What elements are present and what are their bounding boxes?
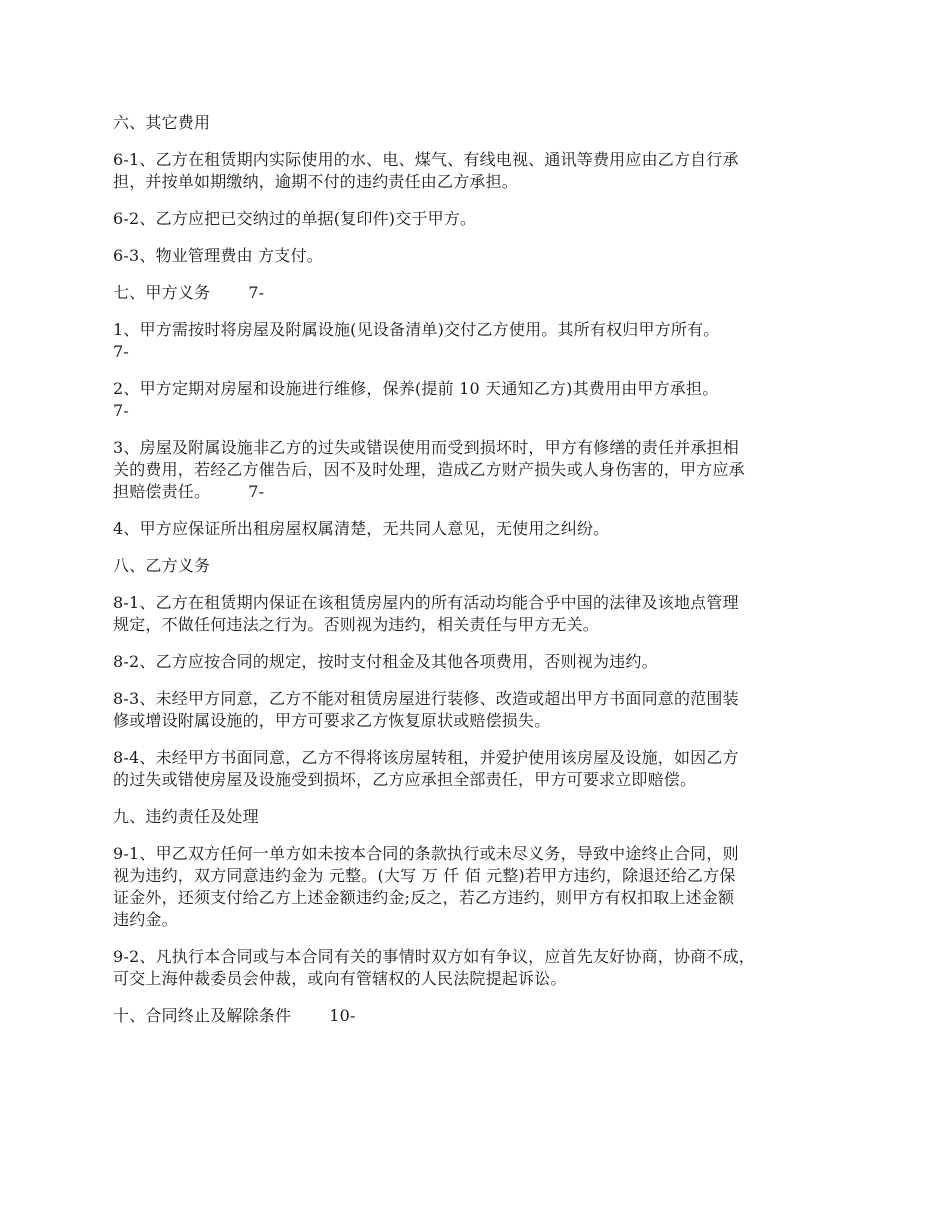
clause-9-1-line-3: 证金外，还须支付给乙方上述金额违约金;反之，若乙方违约，则甲方有权扣取上述金额 [113, 888, 735, 907]
section-8-heading: 八、乙方义务 [113, 556, 211, 575]
clause-7-2-line-1: 2、甲方定期对房屋和设施进行维修，保养(提前 10 天通知乙方)其费用由甲方承担。 [113, 379, 719, 398]
clause-8-2: 8-2、乙方应按合同的规定，按时支付租金及其他各项费用，否则视为违约。 [113, 652, 658, 671]
clause-6-3: 6-3、物业管理费由 方支付。 [113, 246, 323, 265]
clause-7-1-line-2: 7- [113, 342, 129, 361]
clause-7-2-line-2: 7- [113, 401, 129, 420]
clause-7-3-line-1: 3、房屋及附属设施非乙方的过失或错误使用而受到损坏时，甲方有修缮的责任并承担相 [113, 438, 739, 457]
clause-8-4-line-1: 8-4、未经甲方书面同意，乙方不得将该房屋转租，并爱护使用该房屋及设施，如因乙方 [113, 748, 739, 767]
clause-6-1-line-2: 担，并按单如期缴纳，逾期不付的违约责任由乙方承担。 [113, 172, 519, 191]
document-page [113, 112, 833, 1042]
clause-7-3-suffix: 7- [248, 482, 265, 501]
clause-7-3-line-2: 关的费用，若经乙方催告后，因不及时处理，造成乙方财产损失或人身伤害的，甲方应承 [113, 460, 745, 479]
clause-8-1-line-1: 8-1、乙方在租赁期内保证在该租赁房屋内的所有活动均能合乎中国的法律及该地点管理 [113, 593, 739, 612]
section-10-heading [113, 1005, 833, 1027]
section-6-heading: 六、其它费用 [113, 113, 211, 132]
clause-8-1 [113, 592, 833, 636]
clause-7-2 [113, 378, 833, 422]
clause-8-3-line-2: 修或增设附属设施的，甲方可要求乙方恢复原状或赔偿损失。 [113, 711, 551, 730]
clause-8-4 [113, 747, 833, 791]
clause-8-3 [113, 688, 833, 732]
clause-7-3-line-3: 担赔偿责任。 [113, 482, 211, 501]
section-7-heading [113, 282, 833, 304]
section-9-heading: 九、违约责任及处理 [113, 807, 259, 826]
clause-8-4-line-2: 的过失或错使房屋及设施受到损坏，乙方应承担全部责任，甲方可要求立即赔偿。 [113, 770, 697, 789]
section-10-heading-suffix: 10- [329, 1006, 356, 1025]
clause-9-1-line-4: 违约金。 [113, 910, 178, 929]
section-7-heading-text: 七、甲方义务 [113, 283, 211, 302]
clause-6-1 [113, 149, 833, 193]
clause-9-1-line-1: 9-1、甲乙双方任何一单方如未按本合同的条款执行或未尽义务，导致中途终止合同，则 [113, 844, 739, 863]
section-10-heading-text: 十、合同终止及解除条件 [113, 1006, 292, 1025]
clause-7-1-line-1: 1、甲方需按时将房屋及附属设施(见设备清单)交付乙方使用。其所有权归甲方所有。 [113, 320, 720, 339]
clause-8-1-line-2: 规定，不做任何违法之行为。否则视为违约，相关责任与甲方无关。 [113, 615, 600, 634]
clause-9-1-line-2: 视为违约，双方同意违约金为 元整。(大写 万 仟 佰 元整)若甲方违约，除退还给乙方保 [113, 866, 736, 885]
clause-6-2: 6-2、乙方应把已交纳过的单据(复印件)交于甲方。 [113, 209, 477, 228]
clause-9-2-line-2: 可交上海仲裁委员会仲裁，或向有管辖权的人民法院提起诉讼。 [113, 969, 567, 988]
clause-7-1 [113, 319, 833, 363]
clause-9-2 [113, 946, 833, 990]
section-7-heading-suffix: 7- [248, 283, 265, 302]
clause-7-4: 4、甲方应保证所出租房屋权属清楚，无共同人意见，无使用之纠纷。 [113, 519, 610, 538]
clause-7-3 [113, 437, 833, 503]
clause-6-1-line-1: 6-1、乙方在租赁期内实际使用的水、电、煤气、有线电视、通讯等费用应由乙方自行承 [113, 150, 739, 169]
clause-9-2-line-1: 9-2、凡执行本合同或与本合同有关的事情时双方如有争议，应首先友好协商，协商不成， [113, 947, 755, 966]
clause-9-1 [113, 843, 833, 931]
clause-8-3-line-1: 8-3、未经甲方同意，乙方不能对租赁房屋进行装修、改造或超出甲方书面同意的范围装 [113, 689, 739, 708]
